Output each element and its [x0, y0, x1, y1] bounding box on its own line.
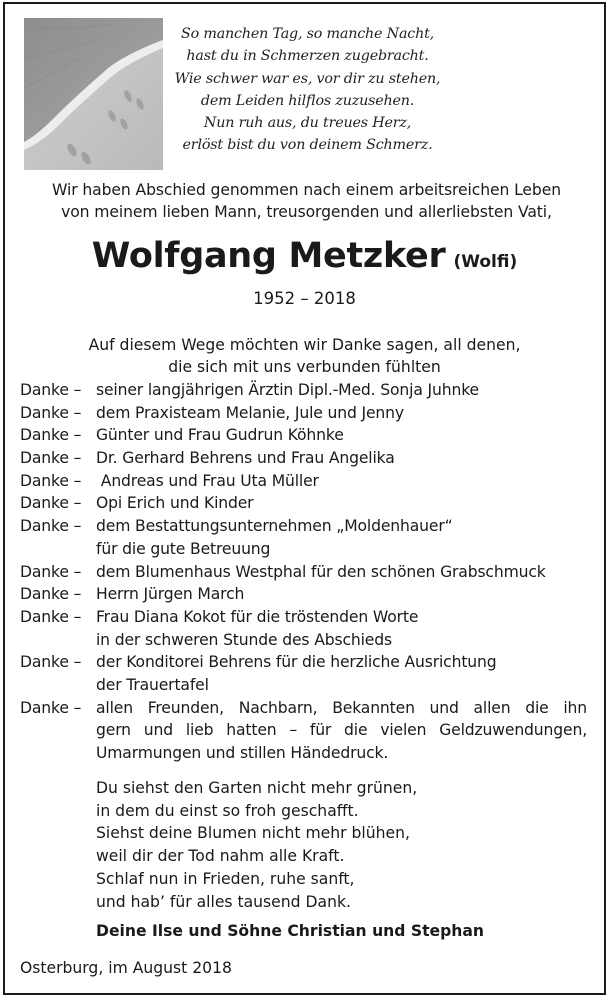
thanks-list [20, 379, 595, 765]
place-and-date: Osterburg, im August 2018 [20, 959, 232, 977]
thanks-label: Danke – [20, 607, 82, 626]
thanks-label: Danke – [20, 381, 82, 399]
poem-line: Du siehst den Garten nicht mehr grünen, [96, 779, 418, 797]
poem-line: Schlaf nun in Frieden, ruhe sanft, [96, 869, 355, 888]
thanks-label: Danke – [20, 562, 82, 581]
deceased-name: Wolfgang Metzker [91, 236, 446, 276]
thanks-text: dem Praxisteam Melanie, Jule und Jenny [96, 403, 404, 422]
intro-line: von meinem lieben Mann, treusorgenden und allerliebsten Vati, [61, 203, 552, 221]
thanks-item [20, 447, 595, 470]
thanks-text: Frau Diana Kokot für die tröstenden Worte [96, 607, 419, 626]
obituary-notice [3, 2, 606, 995]
thanks-text: Umarmungen und stillen Händedruck. [96, 744, 389, 762]
thanks-text: in der schweren Stunde des Abschieds [96, 630, 392, 649]
opening-verse [170, 23, 445, 157]
thanks-text: seiner langjährigen Ärztin Dipl.-Med. Sonja Juhnke [96, 381, 479, 399]
poem-line: in dem du einst so froh geschafft. [96, 801, 359, 820]
thanks-label: Danke – [20, 471, 82, 490]
verse-line: erlöst bist du von deinem Schmerz. [182, 137, 433, 154]
poem-line: weil dir der Tod nahm alle Kraft. [96, 847, 345, 866]
thanks-item-continuation [20, 629, 595, 652]
thanks-item-continuation [20, 719, 595, 742]
verse-line: Wie schwer war es, vor dir zu stehen, [174, 70, 441, 87]
life-dates: 1952 – 2018 [253, 289, 356, 308]
poem-line: Siehst deine Blumen nicht mehr blühen, [96, 824, 410, 843]
thanks-item [20, 606, 595, 629]
thanks-text: Dr. Gerhard Behrens und Frau Angelika [96, 449, 395, 468]
thanks-text: Günter und Frau Gudrun Köhnke [96, 426, 344, 445]
thanks-item [20, 492, 595, 515]
thanks-item [20, 561, 595, 584]
thanks-item-continuation [20, 538, 595, 561]
thanks-label: Danke – [20, 517, 82, 536]
deceased-name-line [5, 236, 604, 276]
closing-poem [96, 777, 516, 913]
verse-line: hast du in Schmerzen zugebracht. [186, 48, 429, 65]
thanks-item-continuation [20, 674, 595, 697]
thanks-text: Andreas und Frau Uta Müller [96, 471, 319, 490]
deceased-nickname: (Wolfi) [453, 252, 518, 272]
thanks-label: Danke – [20, 494, 82, 513]
thanks-text: Herrn Jürgen March [96, 585, 245, 604]
thanks-item [20, 515, 595, 538]
verse-line: dem Leiden hilflos zuzusehen. [200, 92, 415, 109]
thanks-item [20, 697, 595, 720]
thanks-item [20, 402, 595, 425]
verse-line: Nun ruh aus, du treues Herz, [203, 115, 412, 132]
thanks-item [20, 583, 595, 606]
thanks-item [20, 379, 595, 402]
thanks-item [20, 424, 595, 447]
thanks-text: gern und lieb hatten – für die vielen Geldzuwendungen, [96, 721, 587, 740]
poem-line: und hab’ für alles tausend Dank. [96, 892, 351, 911]
thanks-text: für die gute Betreuung [96, 539, 271, 558]
thanks-label: Danke – [20, 653, 82, 672]
thanks-label: Danke – [20, 403, 82, 422]
verse-line: So manchen Tag, so manche Nacht, [181, 26, 434, 42]
thanks-text: der Trauertafel [96, 675, 209, 694]
thanks-item [20, 651, 595, 674]
thanks-text: Opi Erich und Kinder [96, 494, 254, 513]
thanks-text: allen Freunden, Nachbarn, Bekannten und allen die ihn [96, 698, 587, 717]
thanks-label: Danke – [20, 585, 82, 604]
thanks-text: dem Bestattungsunternehmen „Moldenhauer“ [96, 517, 453, 536]
beach-footprints-image [24, 18, 163, 170]
thanks-text: dem Blumenhaus Westphal für den schönen Grabschmuck [96, 562, 546, 581]
thanks-label: Danke – [20, 426, 82, 445]
thanks-label: Danke – [20, 449, 82, 468]
thanks-text: der Konditorei Behrens für die herzliche Ausrichtung [96, 653, 497, 672]
signature: Deine Ilse und Söhne Christian und Stephan [96, 922, 485, 940]
thanks-item-continuation [20, 742, 595, 765]
thanks-intro-line: die sich mit uns verbunden fühlten [168, 358, 441, 376]
intro-line: Wir haben Abschied genommen nach einem arbeitsreichen Leben [51, 181, 561, 199]
thanks-item [20, 470, 595, 493]
thanks-intro-line: Auf diesem Wege möchten wir Danke sagen, all denen, [88, 336, 521, 354]
thanks-label: Danke – [20, 698, 82, 717]
